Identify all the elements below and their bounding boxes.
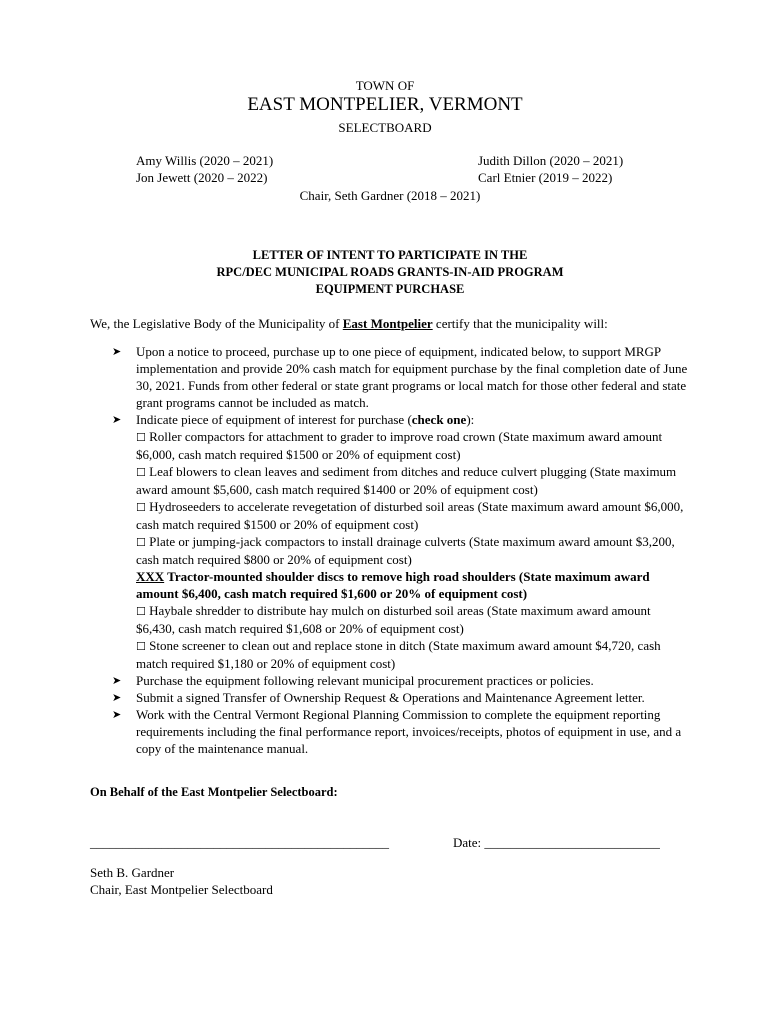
member-list: [136, 152, 648, 186]
option-roller[interactable]: [136, 428, 688, 463]
arrowhead-bullet-icon: ➤: [112, 345, 122, 358]
member-right: Carl Etnier (2019 – 2022): [478, 170, 613, 185]
option-leaf-text: Leaf blowers to clean leaves and sediment from ditches and reduce culvert plugging (State maximum award amount $5,600, cash match required $1400 or 20% of equipment cost): [136, 464, 677, 497]
checkbox-icon[interactable]: ☐: [136, 605, 146, 618]
item-submit: Submit a signed Transfer of Ownership Request & Operations and Maintenance Agreement letter.: [136, 690, 645, 705]
item-purchase: Purchase the equipment following relevant municipal procurement practices or policies.: [136, 673, 594, 688]
member-row: [136, 152, 648, 169]
list-item: [112, 411, 688, 672]
intro-paragraph: [90, 315, 690, 332]
heading-line-1: LETTER OF INTENT TO PARTICIPATE IN THE: [252, 248, 528, 262]
commitment-list: [112, 343, 688, 757]
heading-line-2: RPC/DEC MUNICIPAL ROADS GRANTS-IN-AID PROGRAM: [216, 265, 564, 279]
option-roller-text: Roller compactors for attachment to grader to improve road crown (State maximum award amount $6,000, cash match required $1500 or 20% of equipment cost): [136, 429, 663, 462]
signer-block: [90, 864, 273, 898]
option-leaf[interactable]: [136, 463, 688, 498]
arrowhead-bullet-icon: ➤: [112, 691, 122, 704]
option-hydro-text: Hydroseeders to accelerate revegetation of disturbed soil areas (State maximum award amount $6,000, cash match required $1500 or 20% of equipment cost): [136, 499, 684, 532]
arrowhead-bullet-icon: ➤: [112, 708, 122, 721]
option-plate-text: Plate or jumping-jack compactors to install drainage culverts (State maximum award amount $3,200, cash match required $800 or 20% of equipment cost): [136, 534, 675, 567]
option-tractor[interactable]: [136, 568, 688, 602]
option-hydro[interactable]: [136, 498, 688, 533]
checkbox-icon[interactable]: ☐: [136, 431, 146, 444]
on-behalf-label: On Behalf of the East Montpelier Selectboard:: [90, 785, 338, 799]
intro-after: certify that the municipality will:: [432, 316, 608, 331]
item-indicate-before: Indicate piece of equipment of interest for purchase (: [136, 412, 412, 427]
option-haybale[interactable]: [136, 602, 688, 637]
checkbox-icon[interactable]: ☐: [136, 640, 146, 653]
arrowhead-bullet-icon: ➤: [112, 413, 122, 426]
list-item: [112, 343, 688, 411]
checkbox-icon[interactable]: ☐: [136, 536, 146, 549]
item-indicate-bold: check one: [411, 412, 467, 427]
member-left: Jon Jewett (2020 – 2022): [136, 170, 268, 185]
list-item: [112, 706, 688, 757]
signature-line[interactable]: ______________________________________________: [90, 835, 389, 850]
item-work: Work with the Central Vermont Regional Planning Commission to complete the equipment reporting requirements including the final performance report, invoices/receipts, photos of equipment in use, and a copy of the maintenance manual.: [136, 707, 682, 756]
selected-mark: XXX: [136, 569, 165, 584]
member-row: [136, 169, 648, 186]
option-stone-text: Stone screener to clean out and replace stone in ditch (State maximum award amount $4,720, cash match required $1,180 or 20% of equipment cost): [136, 638, 661, 671]
selectboard-label: SELECTBOARD: [338, 120, 432, 135]
date-line[interactable]: Date: ___________________________: [453, 835, 660, 850]
option-tractor-text: Tractor-mounted shoulder discs to remove high road shoulders (State maximum award amount $6,400, cash match required $1,600 or 20% of equipment cost): [136, 569, 650, 601]
chair-line: Chair, Seth Gardner (2018 – 2021): [299, 188, 481, 203]
heading-line-3: EQUIPMENT PURCHASE: [315, 282, 465, 296]
item-proceed: Upon a notice to proceed, purchase up to one piece of equipment, indicated below, to support MRGP implementation and provide 20% cash match for equipment purchase by the final completion date of June 30, 2021. Funds from other federal or state grant programs or local match for those other federal and state grant programs cannot be included as match.: [136, 344, 688, 410]
city-title: EAST MONTPELIER, VERMONT: [247, 94, 523, 115]
list-item: [112, 689, 688, 706]
list-item: [112, 672, 688, 689]
checkbox-icon[interactable]: ☐: [136, 466, 146, 479]
intro-before: We, the Legislative Body of the Municipality of: [90, 316, 343, 331]
signer-name: Seth B. Gardner: [90, 865, 175, 880]
checkbox-icon[interactable]: ☐: [136, 501, 146, 514]
member-right: Judith Dillon (2020 – 2021): [478, 153, 624, 168]
letter-heading: [0, 247, 770, 298]
municipality-name: East Montpelier: [342, 316, 433, 331]
member-left: Amy Willis (2020 – 2021): [136, 153, 274, 168]
arrowhead-bullet-icon: ➤: [112, 674, 122, 687]
option-plate[interactable]: [136, 533, 688, 568]
item-indicate-after: ):: [466, 412, 475, 427]
option-stone[interactable]: [136, 637, 688, 672]
option-haybale-text: Haybale shredder to distribute hay mulch on disturbed soil areas (State maximum award amount $6,430, cash match required $1,608 or 20% of equipment cost): [136, 603, 651, 636]
signer-title: Chair, East Montpelier Selectboard: [90, 882, 273, 897]
town-of-label: TOWN OF: [355, 78, 415, 93]
